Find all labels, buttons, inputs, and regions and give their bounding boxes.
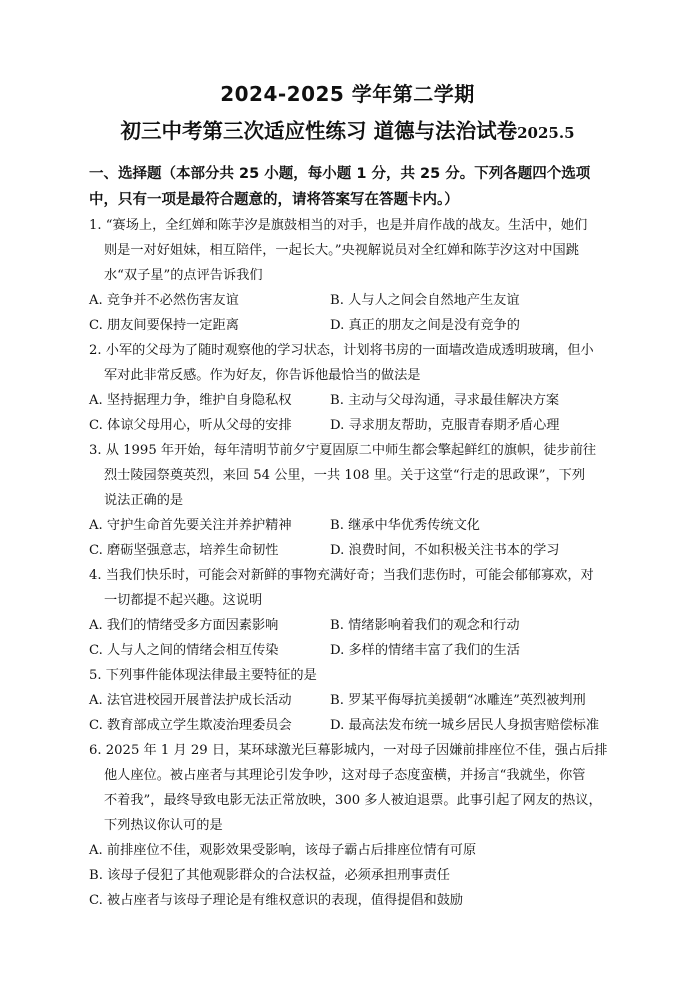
q6-stem-line1: 6. 2025 年 1 月 29 日，某环球激光巨幕影城内，一对母子因嫌前排座位不佳，强占后排 [89, 743, 608, 758]
q6-stem-line2: 他人座位。被占座者与其理论引发争吵，这对母子态度蛮横，并扬言“我就坐，你管 [104, 768, 586, 783]
q5-stem-line1: 5. 下列事件能体现法律最主要特征的是 [89, 668, 317, 683]
q1-stem-line2: 则是一对好姐妹，相互陪伴，一起长大。”央视解说员对全红婵和陈芋汐这对中国跳 [104, 243, 579, 258]
q3-option-d: D. 浪费时间，不如积极关注书本的学习 [330, 543, 560, 558]
q1-option-d: D. 真正的朋友之间是没有竞争的 [330, 318, 520, 333]
q2-option-d: D. 寻求朋友帮助，克服青春期矛盾心理 [330, 418, 560, 433]
exam-date: 2025.5 [517, 124, 575, 142]
q6-option-b: B. 该母子侵犯了其他观影群众的合法权益，必须承担刑事责任 [89, 868, 450, 883]
q2-option-a: A. 坚持据理力争，维护自身隐私权 [89, 393, 292, 408]
q2-stem-line1: 2. 小军的父母为了随时观察他的学习状态，计划将书房的一面墙改造成透明玻璃，但小 [89, 343, 594, 358]
q3-option-b: B. 继承中华优秀传统文化 [330, 518, 480, 533]
q6-stem-line4: 下列热议你认可的是 [104, 818, 223, 833]
q6-option-c: C. 被占座者与该母子理论是有维权意识的表现，值得提倡和鼓励 [89, 893, 464, 908]
q3-stem-line3: 说法正确的是 [104, 493, 184, 508]
q1-stem-line3: 水“双子星”的点评告诉我们 [104, 268, 263, 283]
q6-stem-line3: 不着我”，最终导致电影无法正常放映，300 多人被迫退票。此事引起了网友的热议， [104, 793, 602, 808]
q2-option-c: C. 体谅父母用心，听从父母的安排 [89, 418, 292, 433]
exam-title-main [0, 114, 695, 144]
q1-option-c: C. 朋友间要保持一定距离 [89, 318, 239, 333]
q6-option-a: A. 前排座位不佳，观影效果受影响，该母子霸占后排座位情有可原 [89, 843, 477, 858]
q5-option-d: D. 最高法发布统一城乡居民人身损害赔偿标准 [330, 718, 600, 733]
q3-stem-line2: 烈士陵园祭奠英烈，来回 54 公里，一共 108 里。关于这堂“行走的思政课”，下列 [104, 468, 586, 483]
q4-stem-line2: 一切都提不起兴趣。这说明 [104, 593, 263, 608]
q4-option-a: A. 我们的情绪受多方面因素影响 [89, 618, 279, 633]
q3-option-c: C. 磨砺坚强意志，培养生命韧性 [89, 543, 279, 558]
q5-option-a: A. 法官进校园开展普法护成长活动 [89, 693, 292, 708]
q5-option-c: C. 教育部成立学生欺凌治理委员会 [89, 718, 292, 733]
section-heading-line1: 一、选择题（本部分共 25 小题，每小题 1 分，共 25 分。下列各题四个选项 [89, 166, 591, 182]
exam-title-subject: 初三中考第三次适应性练习 道德与法治试卷 [120, 119, 518, 143]
q2-stem-line2: 军对此非常反感。作为好友，你告诉他最恰当的做法是 [104, 368, 421, 383]
q4-option-d: D. 多样的情绪丰富了我们的生活 [330, 643, 520, 658]
q4-option-b: B. 情绪影响着我们的观念和行动 [330, 618, 520, 633]
q1-option-b: B. 人与人之间会自然地产生友谊 [330, 293, 520, 308]
q3-option-a: A. 守护生命首先要关注并养护精神 [89, 518, 292, 533]
q5-option-b: B. 罗某平侮辱抗美援朝“冰雕连”英烈被判刑 [330, 693, 586, 708]
section-heading-line2: 中，只有一项是最符合题意的，请将答案写在答题卡内。） [89, 192, 459, 208]
q4-option-c: C. 人与人之间的情绪会相互传染 [89, 643, 279, 658]
q3-stem-line1: 3. 从 1995 年开始，每年清明节前夕宁夏固原二中师生都会擎起鲜红的旗帜，徒步前往 [89, 443, 597, 458]
q1-option-a: A. 竞争并不必然伤害友谊 [89, 293, 239, 308]
q1-stem-line1: 1. “赛场上，全红婵和陈芋汐是旗鼓相当的对手，也是并肩作战的战友。生活中，她们 [89, 218, 588, 233]
exam-title-term: 2024-2025 学年第二学期 [220, 82, 475, 106]
q4-stem-line1: 4. 当我们快乐时，可能会对新鲜的事物充满好奇；当我们悲伤时，可能会郁郁寡欢，对 [89, 568, 594, 583]
q2-option-b: B. 主动与父母沟通，寻求最佳解决方案 [330, 393, 560, 408]
